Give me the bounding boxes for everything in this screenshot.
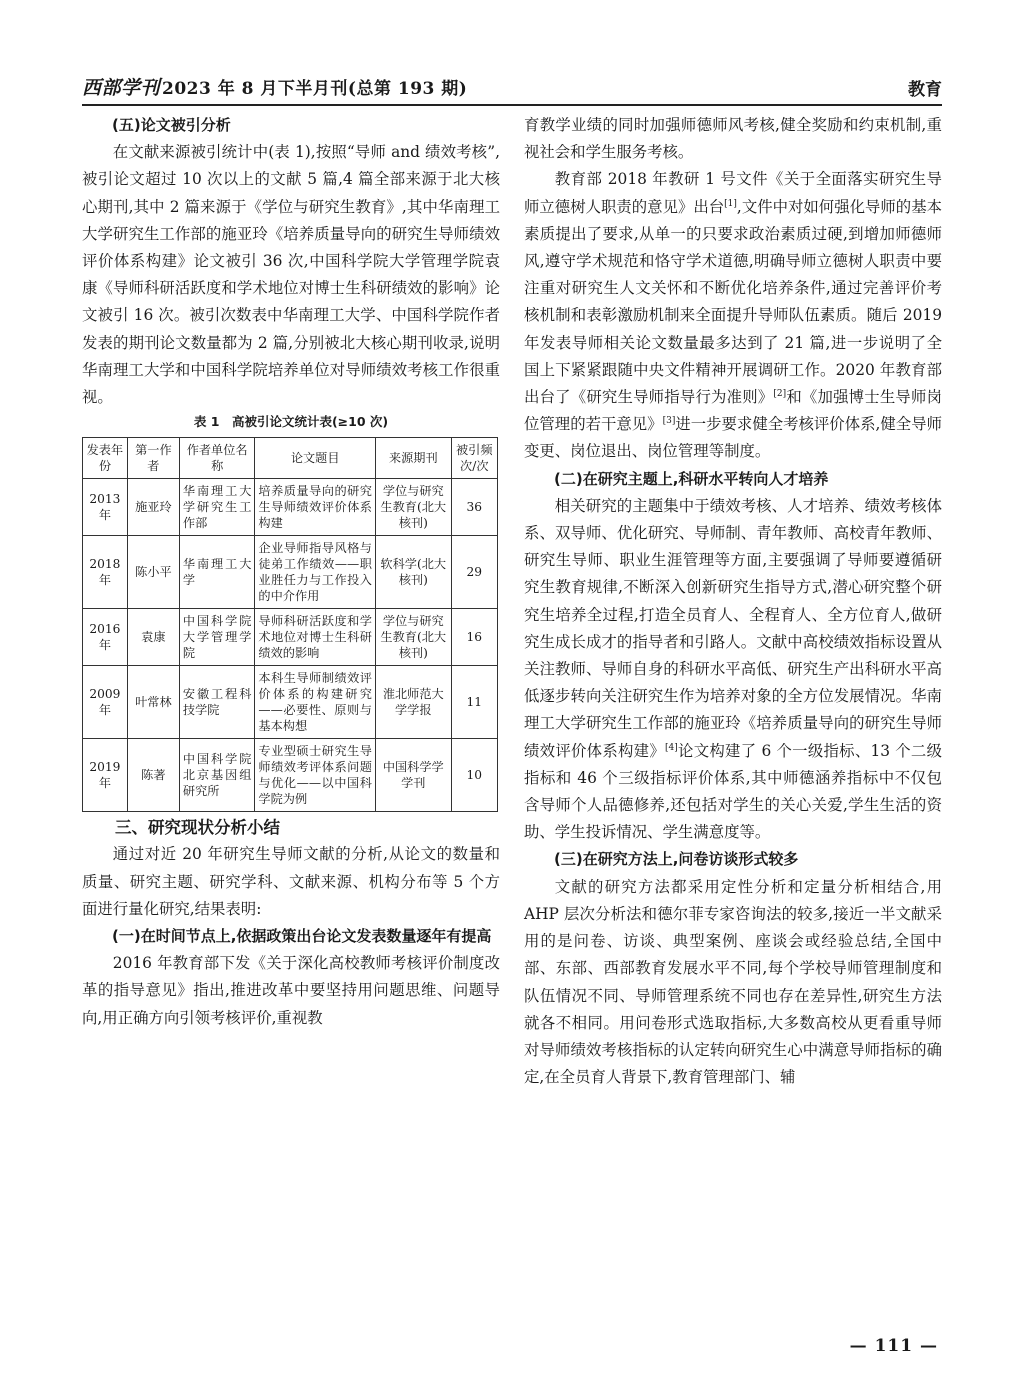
table-row xyxy=(83,609,498,666)
cell-author: 叶常林 xyxy=(127,666,179,739)
section-label: 教育 xyxy=(908,80,942,100)
cell-title: 导师科研活跃度和学术地位对博士生科研绩效的影响 xyxy=(255,609,376,666)
paragraph xyxy=(524,493,942,847)
cell-unit: 安徽工程科技学院 xyxy=(179,666,254,739)
table-row xyxy=(83,479,498,536)
cell-unit: 中国科学院大学管理学院 xyxy=(179,609,254,666)
heading-time-node: (一)在时间节点上,依据政策出台论文发表数量逐年有提高 xyxy=(112,927,492,946)
heading-citation-analysis: (五)论文被引分析 xyxy=(112,116,231,134)
paragraph: 2016 年教育部下发《关于深化高校教师考核评价制度改革的指导意见》指出,推进改革中要坚持用问题思维、问题导向,用正确方向引领考核评价,重视教 xyxy=(82,954,500,1027)
text-span: 相关研究的主题集中于绩效考核、人才培养、绩效考核体系、双导师、优化研究、导师制、青年教师、高校青年教师、研究生导师、职业生涯管理等方面,主要强调了导师要遵循研究生教育规律,不断深入创新研究生指导方式,潜心研究整个研究生培养全过程,打造全员育人、全程育人、全方位育人,做研究生成长成才的指导者和引路人。文献中高校绩效指标设置从关注教师、导师自身的科研水平高低、研究生产出科研水平高低逐步转向关注研究生作为培养对象的全方位发展情况。华南理工大学研究生工作部的施亚玲《培养质量导向的研究生导师绩效评价体系构建》 xyxy=(524,496,942,760)
cell-citations: 29 xyxy=(451,536,497,609)
cell-source: 软科学(北大核刊) xyxy=(375,536,451,609)
journal-logo: 西部学刊 xyxy=(82,77,161,99)
col-header-year: 发表年份 xyxy=(83,438,128,479)
page-number: — 111 — xyxy=(849,1336,938,1356)
col-header-source: 来源期刊 xyxy=(375,438,451,479)
col-header-unit: 作者单位名称 xyxy=(179,438,254,479)
cell-unit: 中国科学院北京基因组研究所 xyxy=(179,739,254,812)
citation-ref: [1] xyxy=(724,198,737,209)
heading-summary: 三、研究现状分析小结 xyxy=(115,818,280,838)
cell-source: 淮北师范大学学报 xyxy=(375,666,451,739)
cell-source: 中国科学学学刊 xyxy=(375,739,451,812)
text-span: 进一步要求健全考核评价体系,健全导师变更、岗位退出、岗位管理等制度。 xyxy=(524,415,942,461)
cell-source: 学位与研究生教育(北大核刊) xyxy=(375,479,451,536)
cell-author: 陈小平 xyxy=(127,536,179,609)
paragraph: 文献的研究方法都采用定性分析和定量分析相结合,用 AHP 层次分析法和德尔菲专家咨询法的较多,接近一半文献采用的是问卷、访谈、典型案例、座谈会或经验总结,全国中部、东部、西部教育发展水平不同,每个学校导师管理制度和队伍情况不同、导师管理系统不同也存在差异性,研究生方法就各不相同。用问卷形式选取指标,大多数高校从更看重导师对导师绩效考核指标的认定转向研究生心中满意导师指标的确定,在全员育人背景下,教育管理部门、辅 xyxy=(524,877,942,1087)
page-header xyxy=(82,70,942,106)
citation-ref: [2] xyxy=(773,388,787,399)
cell-author: 施亚玲 xyxy=(127,479,179,536)
journal-title xyxy=(82,73,467,100)
cell-unit: 华南理工大学 xyxy=(179,536,254,609)
cell-year: 2009 年 xyxy=(83,666,128,739)
paragraph: 在文献来源被引统计中(表 1),按照“导师 and 绩效考核”,被引论文超过 10 次以上的文献 5 篇,4 篇全部来源于北大核心期刊,其中 2 篇来源于《学位与研究生教育》,其中华南理工大学研究生工作部的施亚玲《培养质量导向的研究生导师绩效评价体系构建》论文被引 36 次,中国科学院大学管理学院袁康《导师科研活跃度和学术地位对博士生科研绩效的影响》论文被引 16 次。被引次数表中华南理工大学、中国科学院作者发表的期刊论文数量都为 2 篇,分别被北大核心期刊收录,说明华南理工大学和中国科学院培养单位对导师绩效考核工作很重视。 xyxy=(82,143,500,407)
cell-title: 专业型硕士研究生导师绩效考评体系问题与优化——以中国科学院为例 xyxy=(255,739,376,812)
text-span: ,文件中对如何强化导师的基本素质提出了要求,从单一的只要求政治素质过硬,到增加师德师风,遵守学术规范和恪守学术道德,明确导师立德树人职责中要注重对研究生人文关怀和不断优化培养条件,通过完善评价考核机制和表彰激励机制来全面提升导师队伍素质。随后 2019 年发表导师相关论文数量最多达到了 21 篇,进一步说明了全国上下紧紧跟随中央文件精神开展调研工作。2020 年教育部出台了《研究生导师指导行为准则》 xyxy=(524,197,942,407)
text-span: 论文构建了 6 个一级指标、13 个二级指标和 46 个三级指标评价体系,其中师德涵养指标中不仅包含导师个人品德修养,还包括对学生的关心关爱,学生生活的资助、学生投诉情况、学生满意度等。 xyxy=(524,741,942,842)
table-header-row xyxy=(83,438,498,479)
citation-table xyxy=(82,437,498,812)
cell-title: 企业导师指导风格与徒弟工作绩效——职业胜任力与工作投入的中介作用 xyxy=(255,536,376,609)
text-span: 和《加强博士生导师岗位管理的若干意见》 xyxy=(524,388,942,434)
cell-citations: 11 xyxy=(451,666,497,739)
cell-source: 学位与研究生教育(北大核刊) xyxy=(375,609,451,666)
paragraph xyxy=(524,166,942,465)
citation-ref: [4] xyxy=(665,742,678,753)
paragraph: 通过对近 20 年研究生导师文献的分析,从论文的数量和质量、研究主题、研究学科、文献来源、机构分布等 5 个方面进行量化研究,结果表明: xyxy=(82,845,500,918)
text-span: 教育部 2018 年教研 1 号文件《关于全面落实研究生导师立德树人职责的意见》出台 xyxy=(524,170,942,216)
cell-citations: 10 xyxy=(451,739,497,812)
table-row xyxy=(83,739,498,812)
cell-unit: 华南理工大学研究生工作部 xyxy=(179,479,254,536)
table-row xyxy=(83,536,498,609)
heading-research-topic: (二)在研究主题上,科研水平转向人才培养 xyxy=(554,469,829,488)
cell-citations: 16 xyxy=(451,609,497,666)
right-column xyxy=(524,112,942,1091)
journal-issue: 2023 年 8 月下半月刊(总第 193 期) xyxy=(162,79,468,99)
cell-citations: 36 xyxy=(451,479,497,536)
cell-year: 2016 年 xyxy=(83,609,128,666)
col-header-author: 第一作者 xyxy=(127,438,179,479)
left-column xyxy=(82,112,500,1032)
cell-author: 陈著 xyxy=(127,739,179,812)
paragraph: 育教学业绩的同时加强师德师风考核,健全奖励和约束机制,重视社会和学生服务考核。 xyxy=(524,116,942,162)
cell-year: 2018 年 xyxy=(83,536,128,609)
heading-research-method: (三)在研究方法上,问卷访谈形式较多 xyxy=(554,850,799,869)
cell-year: 2013 年 xyxy=(83,479,128,536)
table-caption: 表 1 高被引论文统计表(≥10 次) xyxy=(193,414,389,430)
col-header-title: 论文题目 xyxy=(255,438,376,479)
table-row xyxy=(83,666,498,739)
cell-title: 培养质量导向的研究生导师绩效评价体系构建 xyxy=(255,479,376,536)
cell-author: 袁康 xyxy=(127,609,179,666)
cell-title: 本科生导师制绩效评价体系的构建研究——必要性、原则与基本构想 xyxy=(255,666,376,739)
col-header-citations: 被引频次/次 xyxy=(451,438,497,479)
citation-ref: [3] xyxy=(662,416,676,427)
cell-year: 2019 年 xyxy=(83,739,128,812)
